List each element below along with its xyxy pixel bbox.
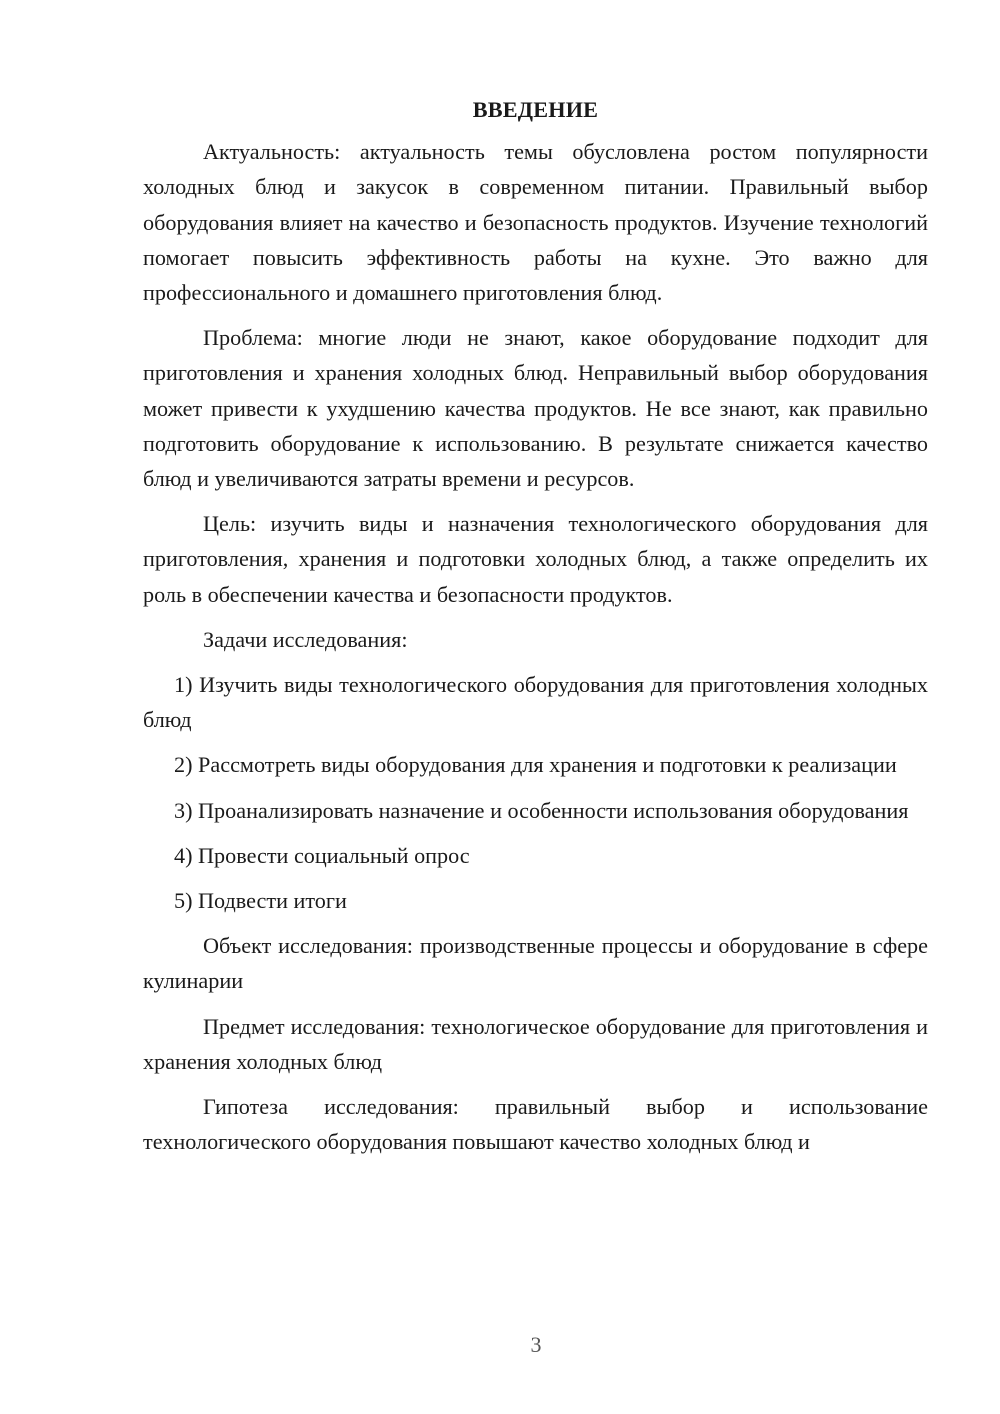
page-number: 3 bbox=[530, 1332, 542, 1357]
hypothesis-paragraph: Гипотеза исследования: правильный выбор и использование технологического оборудования повышают качество холодных блюд и bbox=[143, 1094, 928, 1155]
document-page bbox=[143, 92, 928, 1169]
task-item-4: 4) Провести социальный опрос bbox=[174, 842, 470, 868]
task-item-5: 5) Подвести итоги bbox=[174, 888, 347, 914]
object-paragraph: Объект исследования: производственные процессы и оборудование в сфере кулинарии bbox=[143, 933, 928, 994]
problem-paragraph: Проблема: многие люди не знают, какое оборудование подходит для приготовления и хранения холодных блюд. Неправильный выбор оборудования может привести к ухудшению качества продуктов. Не все знают, как правильно подготовить оборудование к использованию. В результате снижается качество блюд и увеличиваются затраты времени и ресурсов. bbox=[143, 325, 928, 492]
task-item-1: 1) Изучить виды технологического оборудования для приготовления холодных блюд bbox=[143, 672, 928, 733]
section-title: ВВЕДЕНИЕ bbox=[472, 97, 599, 122]
task-item-3: 3) Проанализировать назначение и особенности использования оборудования bbox=[174, 797, 909, 823]
goal-paragraph: Цель: изучить виды и назначения технологического оборудования для приготовления, хранения и подготовки холодных блюд, а также определить их роль в обеспечении качества и безопасности продуктов. bbox=[143, 511, 928, 607]
task-item-2: 2) Рассмотреть виды оборудования для хранения и подготовки к реализации bbox=[174, 752, 897, 778]
tasks-heading: Задачи исследования: bbox=[203, 626, 408, 652]
relevance-paragraph: Актуальность: актуальность темы обусловлена ростом популярности холодных блюд и закусок в современном питании. Правильный выбор оборудования влияет на качество и безопасность продуктов. Изучение технологий помогает повысить эффективность работы на кухне. Это важно для профессионального и домашнего приготовления блюд. bbox=[143, 139, 928, 306]
subject-paragraph: Предмет исследования: технологическое оборудование для приготовления и хранения холодных блюд bbox=[143, 1013, 928, 1074]
